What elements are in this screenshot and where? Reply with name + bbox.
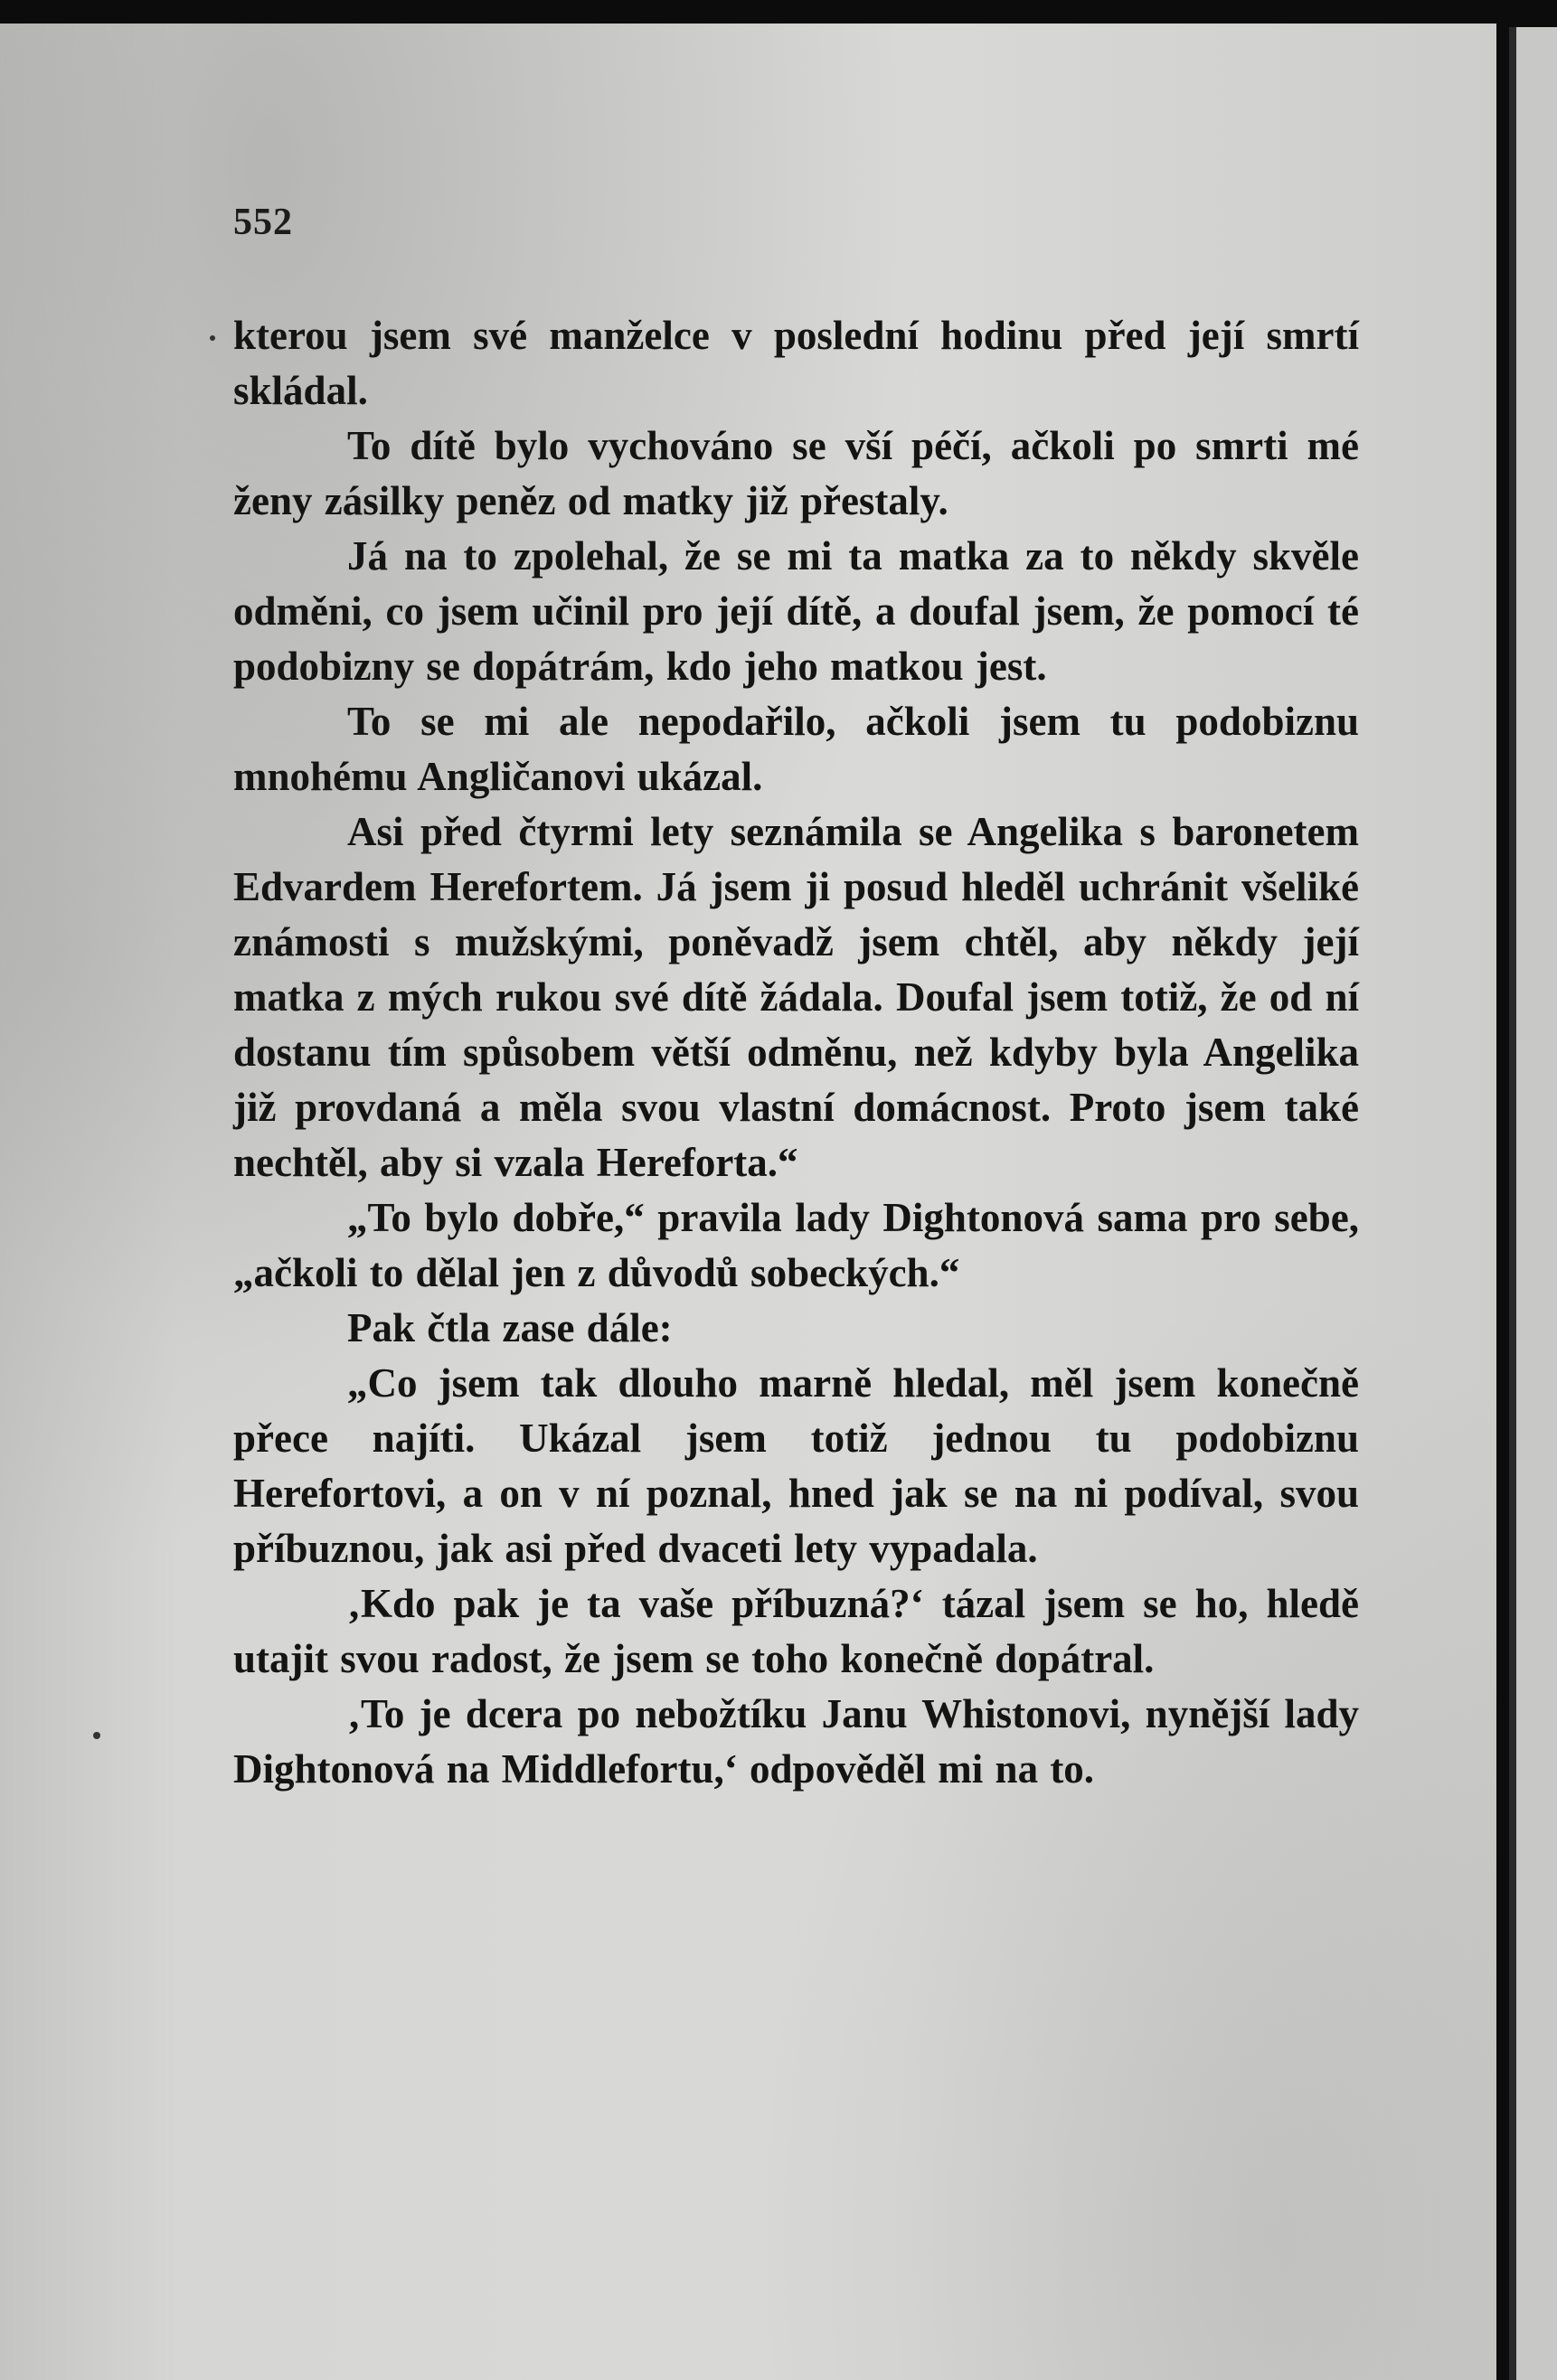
paragraph: „Co jsem tak dlouho marně hledal, měl jsem konečně přece najíti. Ukázal jsem totiž jednou tu podobiznu Herefortovi, a on v ní poznal, hned jak se na ni podíval, svou příbuznou, jak asi před dvaceti lety vypadala. [233,1360,1359,1571]
paragraph: To dítě bylo vychováno se vší péčí, ačkoli po smrti mé ženy zásilky peněz od matky již přestaly. [233,423,1359,523]
print-speck [93,1732,100,1739]
page-number: 552 [233,202,293,243]
body-text [233,308,1359,1797]
paragraph: To se mi ale nepodařilo, ačkoli jsem tu podobiznu mnohému Angličanovi ukázal. [233,699,1359,799]
paragraph: kterou jsem své manželce v poslední hodinu před její smrtí skládal. [233,313,1359,413]
paragraph: Pak čtla zase dále: [347,1305,673,1350]
adjacent-page-edge [1516,27,1557,2380]
paragraph: „To bylo dobře,“ pravila lady Dightonová sama pro sebe, „ačkoli to dělal jen z důvodů sobeckých.“ [233,1195,1359,1295]
page-gutter [1509,27,1516,2380]
print-speck [210,335,215,341]
paragraph: ‚Kdo pak je ta vaše příbuzná?‘ tázal jsem se ho, hledě utajit svou radost, že jsem se toho konečně dopátral. [233,1581,1359,1681]
paragraph: ‚To je dcera po nebožtíku Janu Whistonovi, nynější lady Dightonová na Middlefortu,‘ odpověděl mi na to. [233,1691,1359,1792]
paragraph: Asi před čtyrmi lety seznámila se Angelika s baronetem Edvardem Herefortem. Já jsem ji posud hleděl uchránit všeliké známosti s mužskými, poněvadž jsem chtěl, aby někdy její matka z mých rukou své dítě žádala. Doufal jsem totiž, že od ní dostanu tím spůsobem větší odměnu, než kdyby byla Angelika již provdaná a měla svou vlastní domácnost. Proto jsem také nechtěl, aby si vzala Hereforta.“ [233,809,1359,1185]
paragraph: Já na to zpolehal, že se mi ta matka za to někdy skvěle odměni, co jsem učinil pro její dítě, a doufal jsem, že pomocí té podobizny se dopátrám, kdo jeho matkou jest. [233,533,1359,689]
